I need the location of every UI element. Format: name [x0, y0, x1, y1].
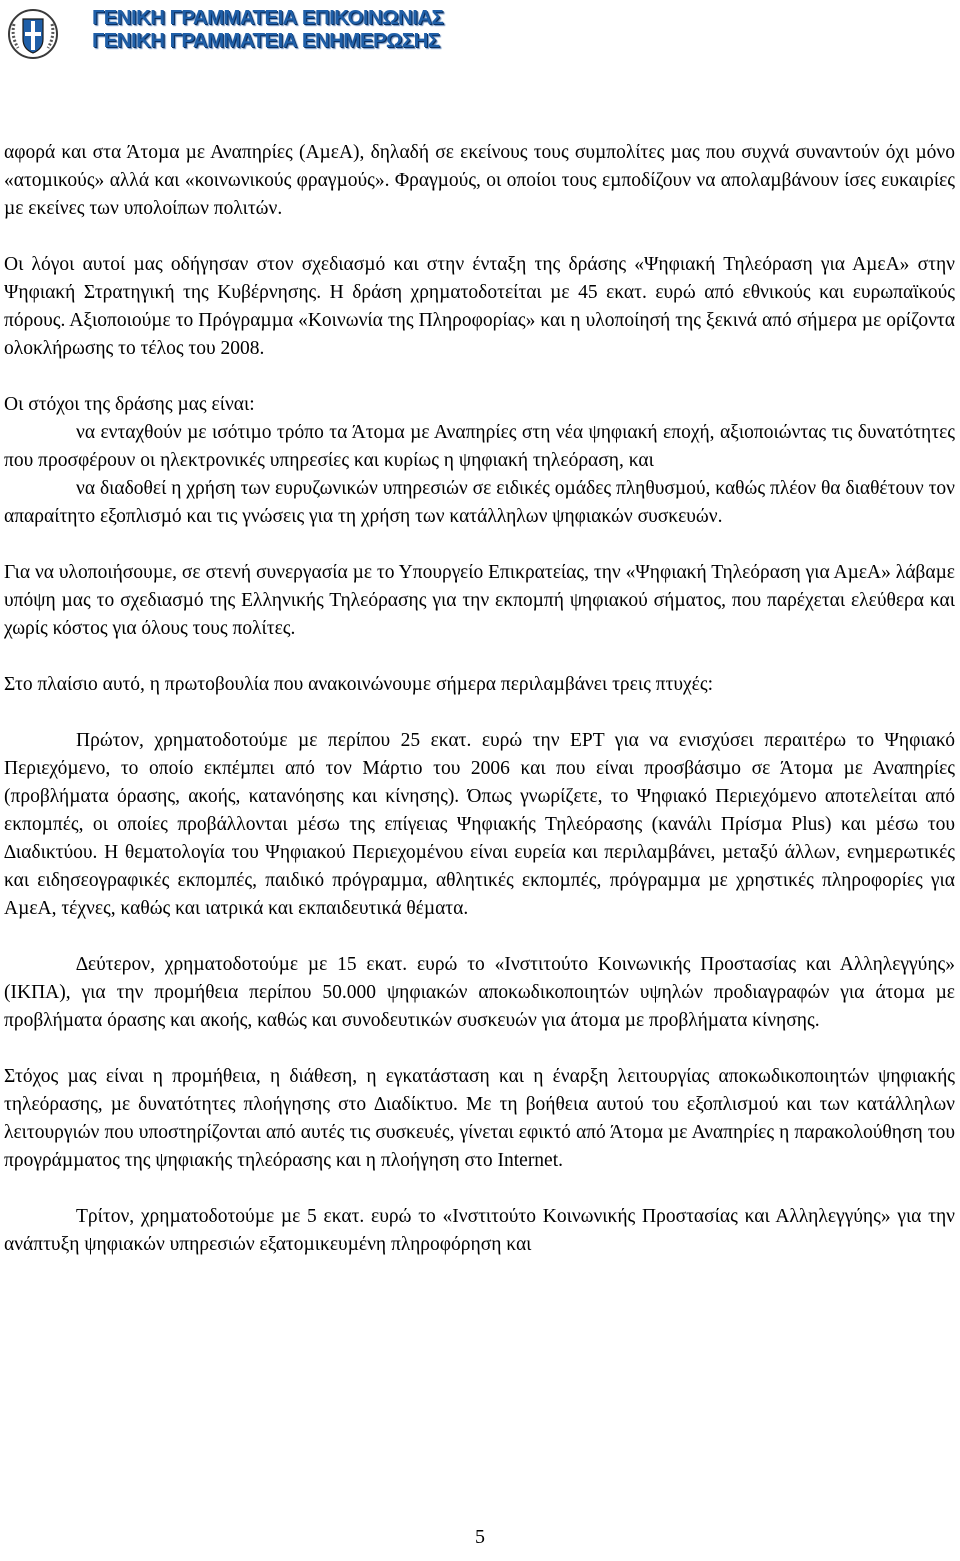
paragraph: Για να υλοποιήσουµε, σε στενή συνεργασία µε το Υπουργείο Επικρατείας, την «Ψηφιακή Τηλεόραση για ΑµεΑ» λάβαµε υπόψη µας το σχεδιασµό της Ελληνικής Τηλεόρασης για την εκποµπή ψηφιακού σήµατος, που παρέχεται ελεύθερα και χωρίς κόστος για όλους τους πολίτες. [4, 562, 955, 639]
header-title-information: ΓΕΝΙΚΗ ΓΡΑΜΜΑΤΕΙΑ ΕΝΗΜΕΡΩΣΗΣ [92, 29, 440, 52]
page-number: 5 [475, 1526, 485, 1548]
paragraph: Στόχος µας είναι η προµήθεια, η διάθεση, η εγκατάσταση και η έναρξη λειτουργίας αποκωδικοποιητών ψηφιακής τηλεόρασης, µε δυνατότητες πλοήγησης στο ∆ιαδίκτυο. Με τη βοήθεια αυτού του εξοπλισµού και των κατάλληλων λειτουργιών που υποστηρίζονται από αυτές τις συσκευές, γίνεται εφικτό από Άτοµα µε Αναπηρίες η παρακολούθηση του προγράµµατος της ψηφιακής τηλεόρασης και η πλοήγηση στο Internet. [4, 1066, 955, 1171]
paragraph: Οι λόγοι αυτοί µας οδήγησαν στον σχεδιασµό και στην ένταξη της δράσης «Ψηφιακή Τηλεόραση για ΑµεΑ» στην Ψηφιακή Στρατηγική της Κυβέρνησης. Η δράση χρηµατοδοτείται µε 45 εκατ. ευρώ από εθνικούς και ευρωπαϊκούς πόρους. Αξιοποιούµε το Πρόγραµµα «Κοινωνία της Πληροφορίας» και η υλοποίησή της ξεκινά από σήµερα µε ορίζοντα ολοκλήρωσης το τέλος του 2008. [4, 254, 955, 359]
paragraph-third-pillar: Τρίτον, χρηµατοδοτούµε µε 5 εκατ. ευρώ το «Ινστιτούτο Κοινωνικής Προστασίας και Αλληλεγγύης» για την ανάπτυξη ψηφιακών υπηρεσιών εξατοµικευµένη πληροφόρηση και [4, 1206, 955, 1255]
paragraph: αφορά και στα Άτοµα µε Αναπηρίες (ΑµεΑ), δηλαδή σε εκείνους τους συµπολίτες µας που συχνά συναντούν όχι µόνο «ατοµικούς» αλλά και «κοινωνικούς φραγµούς». Φραγµούς, οι οποίοι τους εµποδίζουν να απολαµβάνουν ίσες ευκαιρίες µε εκείνες των υπολοίπων πολιτών. [4, 142, 955, 219]
paragraph-first-pillar: Πρώτον, χρηµατοδοτούµε µε περίπου 25 εκατ. ευρώ την ΕΡΤ για να ενισχύσει περαιτέρω το Ψηφιακό Περιεχόµενο, το οποίο εκπέµπει από τον Μάρτιο του 2006 και που είναι προσβάσιµο σε Άτοµα µε Αναπηρίες (προβλήµατα όρασης, ακοής, κατανόησης και κίνησης). Όπως γνωρίζετε, το Ψηφιακό Περιεχόµενο αποτελείται από εκποµπές, οι οποίες προβάλλονται µέσω της επίγειας Ψηφιακής Τηλεόρασης (κανάλι Πρίσµα Plus) και µέσω του ∆ιαδικτύου. Η θεµατολογία του Ψηφιακού Περιεχοµένου είναι ευρεία και περιλαµβάνει, µεταξύ άλλων, ενηµερωτικές και ειδησεογραφικές εκποµπές, παιδικό πρόγραµµα, αθλητικές εκποµπές, πρόγραµµα µε χρηστικές πληροφορίες για ΑµεΑ, τέχνες, καθώς και ιατρικά και εκπαιδευτικά θέµατα. [4, 730, 955, 919]
objective-item: να διαδοθεί η χρήση των ευρυζωνικών υπηρεσιών σε ειδικές οµάδες πληθυσµού, καθώς πλέον θα διαθέτουν τον απαραίτητο εξοπλισµό και τις γνώσεις για τη χρήση των κατάλληλων ψηφιακών συσκευών. [4, 478, 955, 527]
document-header [6, 4, 566, 64]
objective-item: να ενταχθούν µε ισότιµο τρόπο τα Άτοµα µε Αναπηρίες στη νέα ψηφιακή εποχή, αξιοποιώντας τις δυνατότητες που προσφέρουν οι ηλεκτρονικές υπηρεσίες και κυρίως η ψηφιακή τηλεόραση, και [4, 422, 955, 471]
document-body [4, 139, 955, 1259]
paragraph: Στο πλαίσιο αυτό, η πρωτοβουλία που ανακοινώνουµε σήµερα περιλαµβάνει τρεις πτυχές: [4, 674, 713, 695]
objectives-heading: Οι στόχοι της δράσης µας είναι: [4, 394, 255, 415]
paragraph-second-pillar: ∆εύτερον, χρηµατοδοτούµε µε 15 εκατ. ευρώ το «Ινστιτούτο Κοινωνικής Προστασίας και Αλληλεγγύης» (ΙΚΠΑ), για την προµήθεια περίπου 50.000 ψηφιακών αποκωδικοποιητών υψηλών προδιαγραφών για άτοµα µε προβλήµατα όρασης και ακοής, καθώς και συνοδευτικών συσκευών για άτοµα µε προβλήµατα κίνησης. [4, 954, 955, 1031]
greek-coat-of-arms-icon [6, 6, 60, 60]
header-title-communication: ΓΕΝΙΚΗ ΓΡΑΜΜΑΤΕΙΑ ΕΠΙΚΟΙΝΩΝΙΑΣ [92, 6, 444, 29]
